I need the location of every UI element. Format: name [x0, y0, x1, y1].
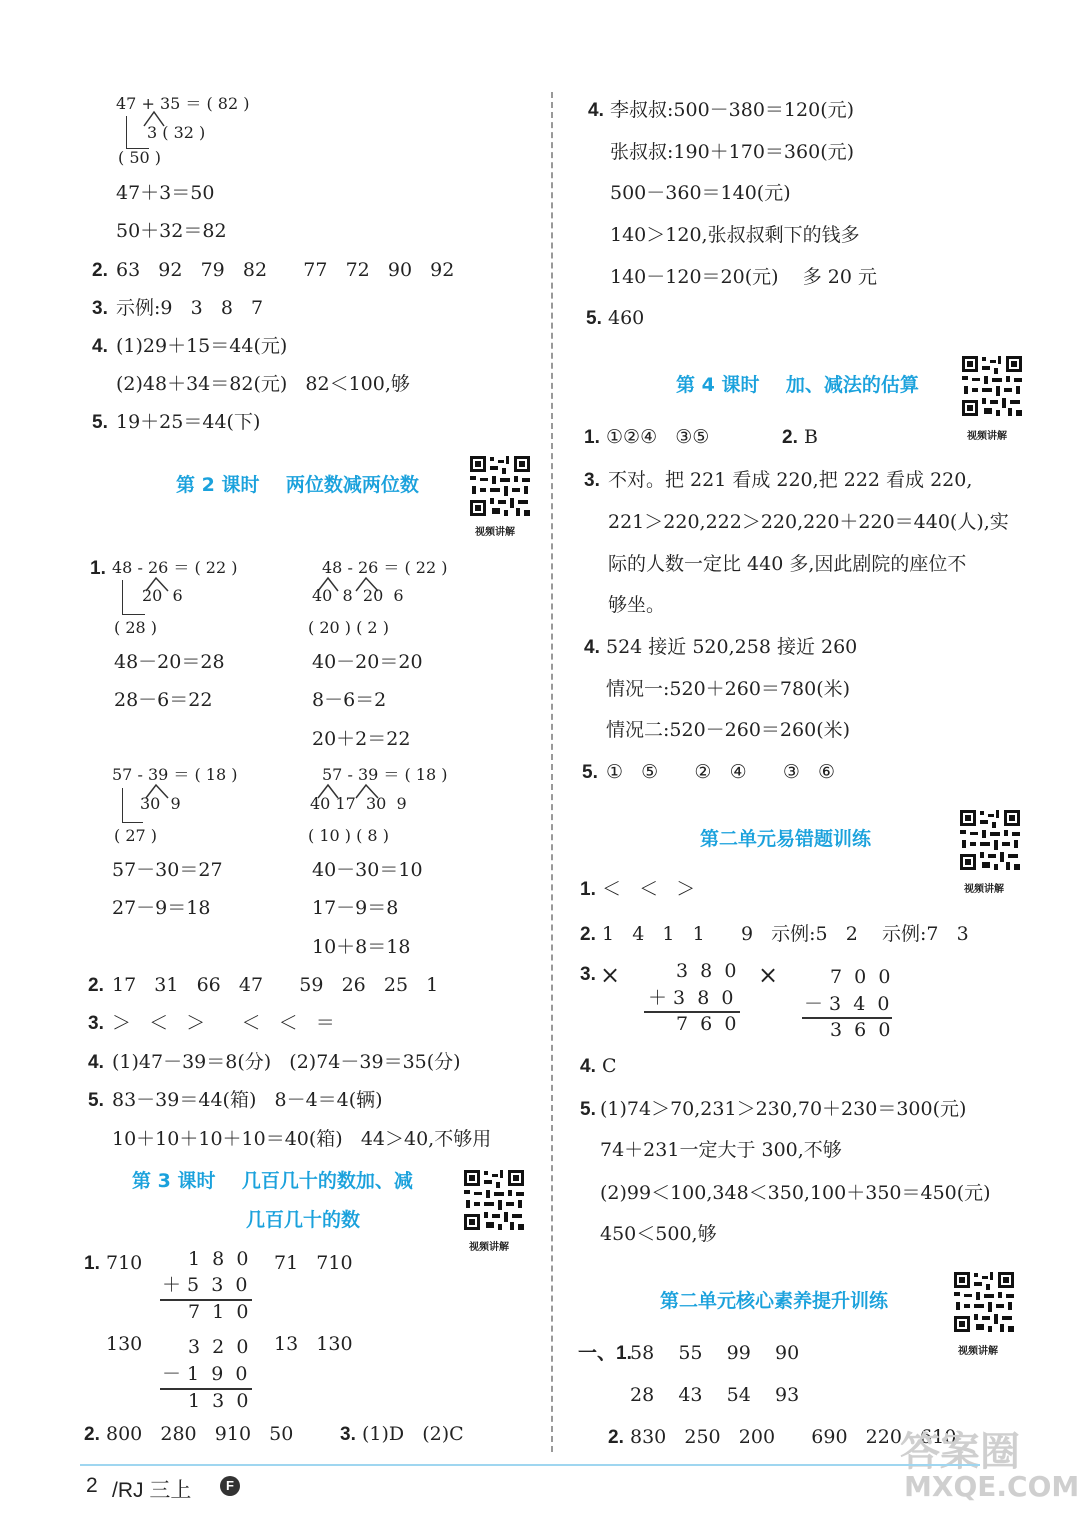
- question-number: 1.: [580, 879, 596, 900]
- section-title: 第 2 课时 两位数减两位数: [176, 474, 419, 496]
- calc-branch: [140, 110, 170, 128]
- watermark-logo: 答案圈: [900, 1429, 1020, 1475]
- answer-line: 8－6＝2: [312, 689, 387, 711]
- answer-line: (1)29＋15＝44(元): [116, 335, 288, 357]
- calc-equation: 48 - 26 ＝ ( 22 ): [322, 558, 448, 577]
- section-title: 第二单元核心素养提升训练: [660, 1290, 889, 1312]
- qr-code-icon[interactable]: [462, 1168, 526, 1232]
- answer-line: 19＋25＝44(下): [116, 411, 261, 433]
- answer-line: 13 130: [274, 1333, 353, 1355]
- vertical-calc-row: 3 8 0: [676, 960, 737, 982]
- answer-line: 10＋8＝18: [312, 936, 411, 958]
- watermark-url: MXQE.COM: [904, 1470, 1079, 1503]
- question-number: 2.: [782, 427, 798, 448]
- answer-line: 74＋231一定大于 300,不够: [600, 1139, 842, 1161]
- answer-line: (1)74＞70,231＞230,70＋230＝300(元): [600, 1098, 967, 1120]
- answer-line: 情况一:520＋260＝780(米): [606, 678, 851, 700]
- book-tag: /RJ 三上: [112, 1479, 192, 1502]
- calc-equation: 47 + 35 ＝ ( 82 ): [116, 94, 250, 113]
- calc-result: ( 10 ) ( 8 ): [308, 826, 389, 845]
- answer-line: 710: [106, 1252, 143, 1274]
- question-number: 4.: [92, 336, 108, 357]
- question-number: 3.: [340, 1424, 356, 1445]
- question-number: 1.: [90, 558, 106, 579]
- question-number: 5.: [580, 1099, 596, 1120]
- question-number: 5.: [586, 308, 602, 329]
- answer-line: 221＞220,222＞220,220＋220＝440(人),实: [608, 511, 1009, 533]
- answer-line: 830 250 200 690 220 610: [630, 1426, 957, 1448]
- answer-line: 140＞120,张叔叔剩下的钱多: [610, 224, 860, 246]
- answer-line: 27－9＝18: [112, 897, 211, 919]
- calc-split: 40 8 20 6: [312, 586, 404, 605]
- answer-line: 示例:9 3 8 7: [116, 297, 264, 319]
- answer-line: (2)99＜100,348＜350,100＋350＝450(元): [600, 1182, 991, 1204]
- answer-line: 20＋2＝22: [312, 728, 411, 750]
- answer-line: 140－120＝20(元) 多 20 元: [610, 266, 877, 288]
- question-number: 3.: [92, 298, 108, 319]
- calc-bracket: [122, 580, 145, 615]
- calc-split: 3 ( 32 ): [147, 123, 206, 142]
- answer-line: 17 31 66 47 59 26 25 1: [112, 974, 439, 996]
- qr-code-icon[interactable]: [952, 1270, 1016, 1334]
- answer-line: 够坐。: [608, 594, 666, 616]
- answer-line: 17－9＝8: [312, 897, 399, 919]
- qr-label: 视频讲解: [958, 1346, 998, 1357]
- answer-line: 83－39＝44(箱) 8－4＝4(辆): [112, 1089, 383, 1111]
- question-number: 2.: [88, 975, 104, 996]
- question-number: 4.: [588, 100, 604, 121]
- answer-line: 58 55 99 90: [630, 1342, 800, 1364]
- answer-line: 71 710: [274, 1252, 353, 1274]
- answer-line: 800 280 910 50: [106, 1423, 294, 1445]
- answer-line: ①②④ ③⑤: [606, 426, 710, 448]
- calc-bracket: [122, 788, 143, 823]
- answer-line: (1)D (2)C: [362, 1423, 464, 1445]
- answer-line: 际的人数一定比 440 多,因此剧院的座位不: [608, 553, 967, 575]
- answer-line: 情况二:520－260＝260(米): [606, 719, 851, 741]
- qr-code-icon[interactable]: [960, 354, 1024, 418]
- vertical-calc-row: ＋ 5 3 0: [162, 1274, 248, 1296]
- vertical-calc-row: 7 1 0: [188, 1301, 249, 1323]
- question-number: 3.: [584, 470, 600, 491]
- answer-line: 张叔叔:190＋170＝360(元): [610, 141, 855, 163]
- answer-line: ＜ ＜ ＞: [602, 878, 696, 900]
- qr-label: 视频讲解: [469, 1242, 509, 1253]
- answer-line: 李叔叔:500－380＝120(元): [610, 99, 855, 121]
- question-number: 3.: [88, 1013, 104, 1034]
- question-number: 2.: [608, 1427, 624, 1448]
- answer-line: 63 92 79 82 77 72 90 92: [116, 259, 455, 281]
- section-title: 几百几十的数: [246, 1209, 361, 1231]
- question-number: 4.: [88, 1052, 104, 1073]
- cross-mark: ×: [600, 961, 621, 989]
- vertical-calc-row: 7 6 0: [676, 1013, 737, 1035]
- question-number: 3.: [580, 964, 596, 985]
- vertical-calc-row: 1 8 0: [188, 1248, 249, 1270]
- question-number: 1.: [84, 1253, 100, 1274]
- section-title: 第 4 课时 加、减法的估算: [676, 374, 919, 396]
- calc-equation: 57 - 39 ＝ ( 18 ): [322, 765, 448, 784]
- vertical-calc-row: 7 0 0: [830, 966, 891, 988]
- answer-line: 48－20＝28: [114, 651, 225, 673]
- answer-line: 28－6＝22: [114, 689, 213, 711]
- answer-line: C: [602, 1055, 617, 1077]
- answer-line: 524 接近 520,258 接近 260: [606, 636, 858, 658]
- answer-line: 50＋32＝82: [116, 220, 227, 242]
- calc-split: 20 6: [142, 586, 183, 605]
- question-number: 一、1.: [578, 1343, 632, 1364]
- question-number: 2.: [84, 1424, 100, 1445]
- page-number: 2: [86, 1474, 98, 1497]
- question-number: 2.: [580, 924, 596, 945]
- qr-label: 视频讲解: [475, 527, 515, 538]
- answer-line: ＞ ＜ ＞ ＜ ＜ ＝: [112, 1012, 335, 1034]
- answer-line: 460: [608, 307, 645, 329]
- calc-result: ( 27 ): [114, 826, 158, 845]
- calc-split: 40 17 30 9: [310, 794, 407, 813]
- calc-equation: 57 - 39 ＝ ( 18 ): [112, 765, 238, 784]
- answer-line: 500－360＝140(元): [610, 182, 791, 204]
- edition-badge: F: [220, 1476, 240, 1496]
- answer-line: 不对。把 221 看成 220,把 222 看成 220,: [608, 469, 973, 491]
- section-title: 第 3 课时 几百几十的数加、减: [132, 1170, 413, 1192]
- column-divider: [551, 92, 553, 1452]
- section-title: 第二单元易错题训练: [700, 828, 872, 850]
- answer-line: 10＋10＋10＋10＝40(箱) 44＞40,不够用: [112, 1128, 492, 1150]
- answer-line: (1)47－39＝8(分) (2)74－39＝35(分): [112, 1051, 461, 1073]
- question-number: 2.: [92, 260, 108, 281]
- vertical-calc-row: 3 2 0: [188, 1336, 249, 1358]
- question-number: 5.: [88, 1090, 104, 1111]
- answer-line: 130: [106, 1333, 143, 1355]
- vertical-calc-row: 1 3 0: [188, 1390, 249, 1412]
- answer-line: 1 4 1 1 9 示例:5 2 示例:7 3: [602, 923, 969, 945]
- answer-line: 40－20＝20: [312, 651, 423, 673]
- answer-line: 47＋3＝50: [116, 182, 215, 204]
- qr-label: 视频讲解: [967, 431, 1007, 442]
- footer-rule: [80, 1464, 980, 1466]
- vertical-calc-row: － 1 9 0: [162, 1363, 248, 1385]
- answer-line: 57－30＝27: [112, 859, 223, 881]
- calc-split: 30 9: [140, 794, 181, 813]
- question-number: 4.: [584, 637, 600, 658]
- calc-result: ( 28 ): [114, 618, 158, 637]
- question-number: 5.: [582, 762, 598, 783]
- answer-line: 40－30＝10: [312, 859, 423, 881]
- calc-result: ( 20 ) ( 2 ): [308, 618, 389, 637]
- vertical-calc-row: 3 6 0: [830, 1019, 891, 1041]
- qr-code-icon[interactable]: [468, 454, 532, 518]
- calc-equation: 48 - 26 ＝ ( 22 ): [112, 558, 238, 577]
- answer-line: (2)48＋34＝82(元) 82＜100,够: [116, 373, 410, 395]
- answer-line: 28 43 54 93: [630, 1384, 800, 1406]
- qr-label: 视频讲解: [964, 884, 1004, 895]
- answer-line: 450＜500,够: [600, 1223, 717, 1245]
- vertical-calc-row: ＋ 3 8 0: [648, 987, 734, 1009]
- question-number: 5.: [92, 412, 108, 433]
- calc-result: ( 50 ): [118, 148, 162, 167]
- question-number: 4.: [580, 1056, 596, 1077]
- vertical-calc-row: － 3 4 0: [804, 993, 890, 1015]
- cross-mark: ×: [758, 961, 779, 989]
- answer-line: B: [804, 426, 818, 448]
- question-number: 1.: [584, 427, 600, 448]
- qr-code-icon[interactable]: [958, 808, 1022, 872]
- answer-line: ① ⑤ ② ④ ③ ⑥: [606, 761, 836, 783]
